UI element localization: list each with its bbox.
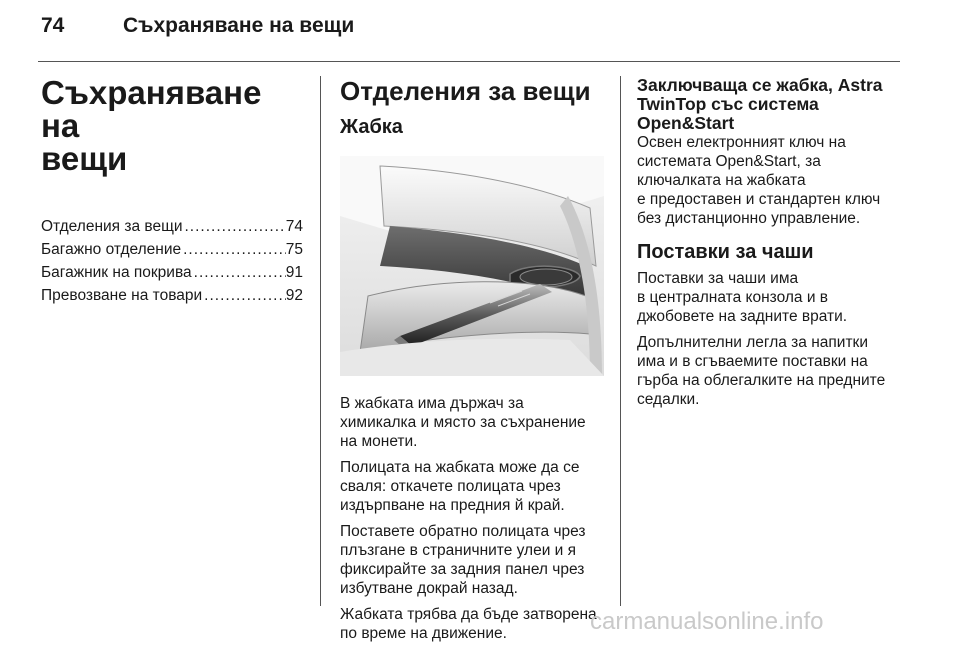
toc-entry[interactable] [41,238,303,261]
glovebox-photo [340,156,604,376]
toc-column [41,76,303,307]
info-column [637,76,905,409]
toc-entry[interactable] [41,215,303,238]
toc-entry[interactable] [41,261,303,284]
toc-leader [185,215,286,238]
section-subheading: Жабка [340,116,403,138]
chapter-heading: Съхраняване на вещи [41,74,262,177]
toc-label: Отделения за вещи [41,218,183,235]
table-of-contents [41,215,303,307]
toc-page: 92 [285,287,303,304]
cup-holders-heading: Поставки за чаши [637,241,814,263]
body-paragraph: Поставки за чаши има в централната конзола и в джобовете на задните врати. [637,270,848,325]
lockable-glovebox-heading: Заключваща се жабка, Astra TwinTop със система Open&Start [637,75,883,133]
body-paragraph: Поставете обратно полицата чрез плъзгане в страничните улеи и я фиксирайте за задния панел чрез избутване докрай назад. [340,523,586,597]
body-paragraph: Жабката трябва да бъде затворена по време на движение. [340,606,597,642]
body-paragraph: Полицата на жабката може да се сваля: откачете полицата чрез издърпване на предния й край. [340,459,580,514]
storage-column [340,76,604,650]
toc-page: 91 [285,264,303,281]
toc-leader [194,261,286,284]
toc-page: 75 [285,241,303,258]
chapter-title: Съхраняване на вещи [123,14,355,37]
header-rule [38,61,900,62]
column-divider-2 [620,76,621,606]
column-divider-1 [320,76,321,606]
body-paragraph: Допълнителни легла за напитки има и в сгъваемите поставки на гърба на облегалките на предните седалки. [637,334,886,408]
body-paragraph: Освен електронният ключ на системата Open&Start, за ключалката на жабката е предоставен и стандартен ключ без дистанционно управление. [637,134,881,227]
toc-label: Превозване на товари [41,287,203,304]
watermark: carmanualsonline.info [590,608,824,635]
toc-label: Багажно отделение [41,241,182,258]
toc-page: 74 [285,218,303,235]
toc-leader [204,284,286,307]
toc-label: Багажник на покрива [41,264,192,281]
page-number: 74 [41,14,65,37]
body-paragraph: В жабката има държач за химикалка и място за съхранение на монети. [340,395,586,450]
section-heading: Отделения за вещи [340,76,591,106]
toc-leader [183,238,286,261]
toc-entry[interactable] [41,284,303,307]
